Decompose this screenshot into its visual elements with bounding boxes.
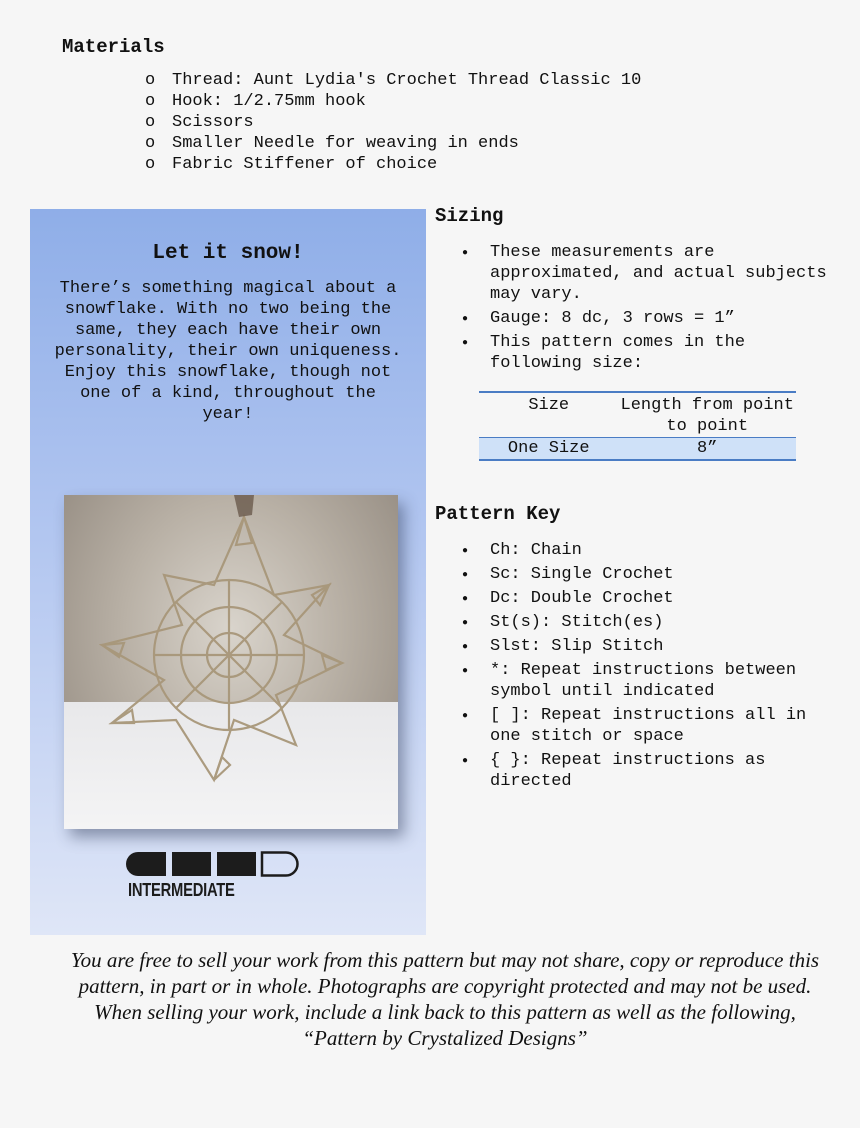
- list-bullet: o: [145, 71, 156, 90]
- size-table: [479, 391, 796, 461]
- list-item: ● St(s): Stitch(es): [435, 612, 845, 633]
- list-item: [145, 112, 641, 133]
- list-bullet: o: [145, 134, 156, 153]
- table-header-row: [479, 392, 796, 438]
- list-bullet: o: [145, 155, 156, 174]
- list-item: ● Sc: Single Crochet: [435, 564, 845, 585]
- pattern-key-list: [435, 540, 845, 795]
- material-thread: Thread: Aunt Lydia's Crochet Thread Classic 10: [172, 71, 642, 90]
- snowflake-image: [64, 495, 398, 829]
- list-item: ● These measurements are approximated, and actual subjects may vary.: [435, 242, 835, 305]
- list-item: ● Ch: Chain: [435, 540, 845, 561]
- list-item: [145, 154, 641, 175]
- pattern-key-heading: Pattern Key: [435, 503, 561, 525]
- sizing-heading: Sizing: [435, 205, 504, 227]
- material-scissors: Scissors: [172, 113, 254, 132]
- list-bullet: o: [145, 113, 156, 132]
- column-header-length: Length from point to point: [620, 396, 794, 436]
- list-item: ● { }: Repeat instructions as directed: [435, 750, 845, 792]
- difficulty-label: INTERMEDIATE: [128, 880, 235, 900]
- list-bullet: o: [145, 92, 156, 111]
- material-needle: Smaller Needle for weaving in ends: [172, 134, 519, 153]
- list-item: ● [ ]: Repeat instructions all in one stitch or space: [435, 705, 845, 747]
- sizing-list: [435, 242, 835, 377]
- table-cell: 8”: [697, 439, 718, 458]
- panel-description: There’s something magical about a snowflake. With no two being the same, they each have their own personality, their own uniqueness. Enjoy this snowflake, though not one of a kind, throughout the year!: [54, 279, 402, 424]
- list-item: [145, 91, 641, 112]
- material-stiffener: Fabric Stiffener of choice: [172, 155, 438, 174]
- materials-list: [145, 70, 641, 175]
- difficulty-seg-1: [126, 852, 166, 876]
- difficulty-seg-2: [172, 852, 211, 876]
- table-cell: One Size: [507, 439, 590, 458]
- table-row: [479, 438, 796, 461]
- list-item: [145, 133, 641, 154]
- list-item: ● *: Repeat instructions between symbol until indicated: [435, 660, 845, 702]
- panel-title: Let it snow!: [152, 242, 304, 265]
- difficulty-meter: [126, 851, 300, 877]
- list-item: ● This pattern comes in the following size:: [435, 332, 835, 374]
- snowflake-photo: [64, 495, 398, 829]
- list-item: ● Gauge: 8 dc, 3 rows = 1”: [435, 308, 835, 329]
- difficulty-seg-4: [262, 853, 298, 876]
- materials-heading: Materials: [62, 36, 165, 58]
- column-header-size: Size: [528, 396, 570, 415]
- list-item: [145, 70, 641, 91]
- difficulty-seg-3: [217, 852, 256, 876]
- material-hook: Hook: 1/2.75mm hook: [172, 92, 366, 111]
- copyright-notice: You are free to sell your work from this pattern but may not share, copy or reproduce this pattern, in part or in whole. Photographs are copyright protected and may not be used. When selling your work, include a link back to this pattern as well as the following, “Pattern by Crystalized Designs”: [70, 948, 820, 1050]
- list-item: ● Dc: Double Crochet: [435, 588, 845, 609]
- list-item: ● Slst: Slip Stitch: [435, 636, 845, 657]
